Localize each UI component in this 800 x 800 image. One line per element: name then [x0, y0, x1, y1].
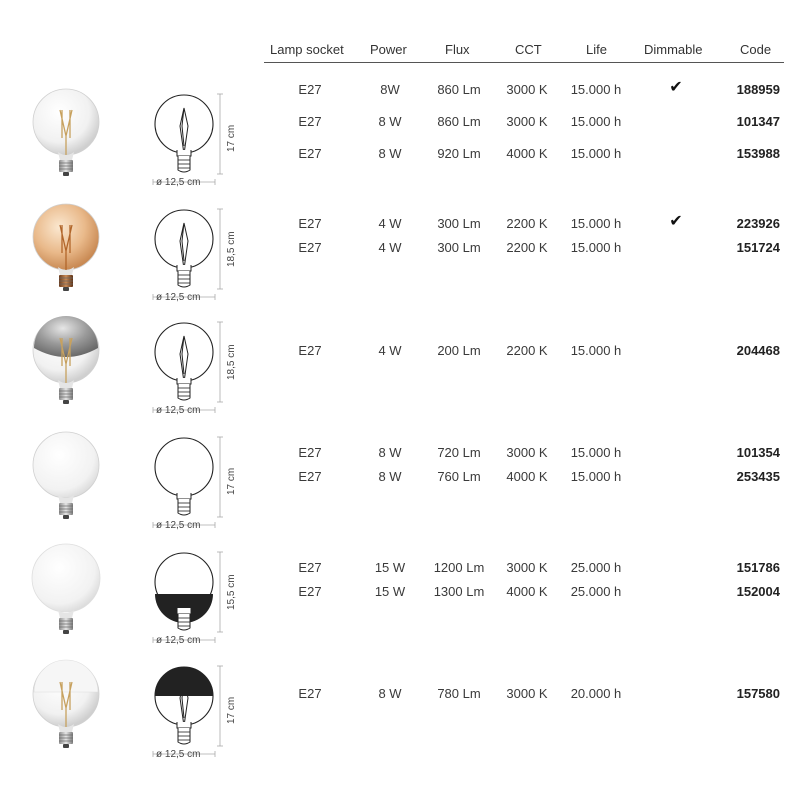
cell-code: 204468	[736, 343, 780, 358]
cell-socket: E27	[298, 469, 322, 484]
cell-power: 8 W	[378, 146, 402, 161]
cell-life: 20.000 h	[570, 686, 622, 701]
bulb-photo-opal-white-globe	[26, 423, 106, 523]
bulb-photo-opal-led-globe	[26, 538, 106, 638]
cell-life: 15.000 h	[570, 82, 622, 97]
height-label: 17 cm	[226, 696, 237, 724]
cell-life: 15.000 h	[570, 343, 622, 358]
cell-code: 101354	[736, 445, 780, 460]
height-label: 17 cm	[226, 467, 237, 495]
cell-flux: 860 Lm	[437, 114, 481, 129]
header-dimmable: Dimmable	[644, 42, 703, 57]
dimmable-check-icon: ✔	[669, 213, 683, 230]
cell-socket: E27	[298, 445, 322, 460]
cell-power: 8 W	[378, 445, 402, 460]
cell-cct: 3000 K	[506, 560, 548, 575]
cell-code: 157580	[736, 686, 780, 701]
bulb-photo-clear-filament-globe	[26, 80, 106, 180]
cell-cct: 2200 K	[506, 216, 548, 231]
cell-power: 8 W	[378, 114, 402, 129]
cell-power: 8W	[380, 82, 400, 97]
cell-code: 151724	[736, 240, 780, 255]
cell-code: 153988	[736, 146, 780, 161]
cell-socket: E27	[298, 686, 322, 701]
cell-power: 8 W	[378, 469, 402, 484]
cell-life: 15.000 h	[570, 469, 622, 484]
diameter-label: ø 12,5 cm	[156, 749, 201, 760]
cell-cct: 2200 K	[506, 240, 548, 255]
cell-power: 4 W	[378, 240, 402, 255]
cell-cct: 3000 K	[506, 114, 548, 129]
header-code: Code	[740, 42, 772, 57]
height-label: 18,5 cm	[226, 344, 237, 380]
cell-socket: E27	[298, 343, 322, 358]
cell-code: 253435	[736, 469, 780, 484]
cell-socket: E27	[298, 216, 322, 231]
cell-code: 151786	[736, 560, 780, 575]
cell-socket: E27	[298, 560, 322, 575]
table-header	[264, 42, 784, 62]
cell-flux: 860 Lm	[437, 82, 481, 97]
cell-socket: E27	[298, 82, 322, 97]
height-label: 17 cm	[226, 124, 237, 152]
cell-power: 15 W	[374, 584, 406, 599]
cell-socket: E27	[298, 240, 322, 255]
cell-flux: 720 Lm	[437, 445, 481, 460]
cell-code: 188959	[736, 82, 780, 97]
diameter-label: ø 12,5 cm	[156, 177, 201, 188]
cell-life: 25.000 h	[570, 584, 622, 599]
cell-cct: 4000 K	[506, 146, 548, 161]
cell-code: 223926	[736, 216, 780, 231]
header-life: Life	[586, 42, 607, 57]
cell-code: 152004	[736, 584, 780, 599]
cell-flux: 300 Lm	[437, 240, 481, 255]
cell-life: 15.000 h	[570, 146, 622, 161]
diameter-label: ø 12,5 cm	[156, 635, 201, 646]
cell-cct: 4000 K	[506, 584, 548, 599]
cell-cct: 3000 K	[506, 82, 548, 97]
cell-power: 15 W	[374, 560, 406, 575]
diameter-label: ø 12,5 cm	[156, 292, 201, 303]
header-flux: Flux	[445, 42, 470, 57]
cell-power: 4 W	[378, 343, 402, 358]
cell-socket: E27	[298, 114, 322, 129]
cell-cct: 2200 K	[506, 343, 548, 358]
cell-flux: 920 Lm	[437, 146, 481, 161]
cell-power: 4 W	[378, 216, 402, 231]
dimmable-check-icon: ✔	[669, 79, 683, 96]
header-cct: CCT	[515, 42, 542, 57]
diameter-label: ø 12,5 cm	[156, 520, 201, 531]
height-label: 18,5 cm	[226, 231, 237, 267]
height-label: 15,5 cm	[226, 574, 237, 610]
diameter-label: ø 12,5 cm	[156, 405, 201, 416]
cell-flux: 300 Lm	[437, 216, 481, 231]
header-lamp-socket: Lamp socket	[270, 42, 344, 57]
cell-code: 101347	[736, 114, 780, 129]
cell-life: 25.000 h	[570, 560, 622, 575]
header-power: Power	[370, 42, 407, 57]
cell-life: 15.000 h	[570, 114, 622, 129]
cell-life: 15.000 h	[570, 216, 622, 231]
cell-life: 15.000 h	[570, 240, 622, 255]
cell-flux: 1200 Lm	[433, 560, 485, 575]
cell-flux: 200 Lm	[437, 343, 481, 358]
cell-flux: 780 Lm	[437, 686, 481, 701]
cell-socket: E27	[298, 146, 322, 161]
cell-cct: 3000 K	[506, 445, 548, 460]
bulb-photo-white-top-filament-globe	[26, 652, 106, 752]
cell-flux: 760 Lm	[437, 469, 481, 484]
cell-flux: 1300 Lm	[433, 584, 485, 599]
cell-cct: 3000 K	[506, 686, 548, 701]
cell-cct: 4000 K	[506, 469, 548, 484]
cell-socket: E27	[298, 584, 322, 599]
header-divider	[264, 62, 784, 63]
bulb-photo-smoky-mirror-top-globe	[26, 308, 106, 408]
bulb-photo-amber-filament-globe	[26, 195, 106, 295]
cell-life: 15.000 h	[570, 445, 622, 460]
cell-power: 8 W	[378, 686, 402, 701]
